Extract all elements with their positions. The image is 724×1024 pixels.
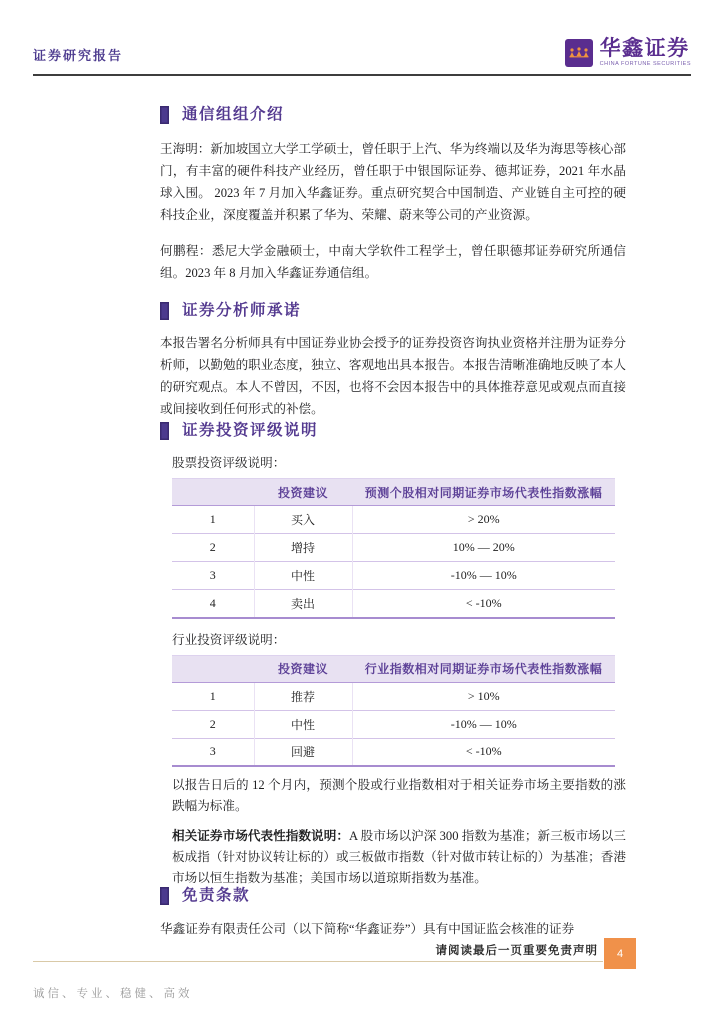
index-benchmark-note (172, 826, 626, 889)
cell-index: 3 (172, 562, 254, 590)
header-cell-advice: 投资建议 (254, 655, 352, 682)
section-title-text: 通信组组介绍 (182, 106, 285, 123)
company-logo (565, 38, 691, 74)
cell-range: -10% — 10% (352, 710, 615, 738)
cell-index: 3 (172, 738, 254, 766)
section-team-intro (160, 104, 626, 284)
cell-advice: 增持 (254, 534, 352, 562)
page-header (33, 0, 691, 76)
cell-range: 10% — 20% (352, 534, 615, 562)
index-note-rest: A 股市场以沪深 300 指数为基准；新三板市场以三板成指（针对协议转让标的）或三板做市指数（针对做市转让标的）为基准；香港市场以恒生指数为基准；美国市场以道琼斯指数为基准。 (172, 829, 626, 885)
cell-advice: 中性 (254, 710, 352, 738)
report-type-label: 证券研究报告 (33, 48, 124, 63)
table-row (172, 682, 615, 710)
header-cell-empty (172, 479, 254, 506)
table-row (172, 710, 615, 738)
rating-basis-note: 以报告日后的 12 个月内，预测个股或行业指数相对于相关证券市场主要指数的涨跌幅为标准。 (172, 778, 626, 813)
section-title-text: 证券分析师承诺 (182, 302, 302, 319)
cell-index: 4 (172, 590, 254, 618)
footer-disclaimer-notice: 请阅读最后一页重要免责声明 (435, 945, 598, 957)
cell-index: 1 (172, 682, 254, 710)
three-figures-icon (567, 41, 591, 65)
commitment-paragraph: 本报告署名分析师具有中国证券业协会授予的证券投资咨询执业资格并注册为证券分析师，以勤勉的职业态度，独立、客观地出具本报告。本报告清晰准确地反映了本人的研究观点。本人不曾因，不因，也将不会因本报告中的具体推荐意见或观点而直接或间接收到任何形式的补偿。 (160, 336, 626, 416)
section-title (160, 300, 626, 322)
cell-index: 2 (172, 710, 254, 738)
table-header-row (172, 479, 615, 506)
header-cell-advice: 投资建议 (254, 479, 352, 506)
cell-advice: 卖出 (254, 590, 352, 618)
cell-range: > 10% (352, 682, 615, 710)
page-number-badge: 4 (604, 938, 636, 969)
table-row (172, 506, 615, 534)
section-title (160, 420, 626, 442)
analyst-bio-paragraph: 王海明：新加坡国立大学工学硕士，曾任职于上汽、华为终端以及华为海思等核心部门，有丰富的硬件科技产业经历，曾任职于中银国际证券、德邦证券，2021 年水晶球入围。 2023 年 7 月加入华鑫证券。重点研究契合中国制造、产业链自主可控的硬科技企业，深度覆盖并积累了华为、荣耀、蔚来等公司的产业资源。 (160, 142, 626, 222)
industry-rating-table (172, 655, 615, 768)
section-marker-bar-icon (160, 106, 169, 124)
table-row (172, 590, 615, 618)
index-note-lead: 相关证券市场代表性指数说明： (172, 829, 349, 843)
disclaimer-paragraph: 华鑫证券有限责任公司（以下简称“华鑫证券”）具有中国证监会核准的证券 (160, 922, 575, 936)
cell-advice: 回避 (254, 738, 352, 766)
footer-divider (33, 961, 603, 962)
section-title-text: 免责条款 (182, 887, 251, 904)
section-rating-explanation (160, 420, 626, 889)
company-motto: 诚信、专业、稳健、高效 (33, 988, 193, 1000)
table-row (172, 738, 615, 766)
cell-range: -10% — 10% (352, 562, 615, 590)
table-row (172, 562, 615, 590)
header-cell-range: 行业指数相对同期证券市场代表性指数涨幅 (352, 655, 615, 682)
cell-advice: 中性 (254, 562, 352, 590)
header-cell-empty (172, 655, 254, 682)
section-title (160, 885, 626, 907)
analyst-bio-paragraph: 何鹏程：悉尼大学金融硕士，中南大学软件工程学士，曾任职德邦证券研究所通信组。2023 年 8 月加入华鑫证券通信组。 (160, 244, 626, 280)
brand-name: 华鑫证券 (599, 36, 690, 60)
cell-advice: 买入 (254, 506, 352, 534)
stock-rating-label: 股票投资评级说明： (172, 456, 286, 470)
header-cell-range: 预测个股相对同期证券市场代表性指数涨幅 (352, 479, 615, 506)
cell-advice: 推荐 (254, 682, 352, 710)
section-marker-bar-icon (160, 422, 169, 440)
stock-rating-table (172, 478, 615, 619)
industry-rating-label: 行业投资评级说明： (172, 632, 286, 647)
section-marker-bar-icon (160, 302, 169, 320)
section-analyst-commitment (160, 300, 626, 420)
cell-index: 2 (172, 534, 254, 562)
cell-range: < -10% (352, 590, 615, 618)
section-marker-bar-icon (160, 887, 169, 905)
cell-range: < -10% (352, 738, 615, 766)
section-title-text: 证券投资评级说明 (182, 422, 319, 439)
logo-mark-icon (565, 39, 593, 67)
cell-range: > 20% (352, 506, 615, 534)
brand-tagline: CHINA FORTUNE SECURITIES (599, 61, 691, 67)
section-disclaimer (160, 885, 626, 940)
cell-index: 1 (172, 506, 254, 534)
table-row (172, 534, 615, 562)
table-header-row (172, 655, 615, 682)
section-title (160, 104, 626, 126)
logo-text (600, 38, 691, 67)
